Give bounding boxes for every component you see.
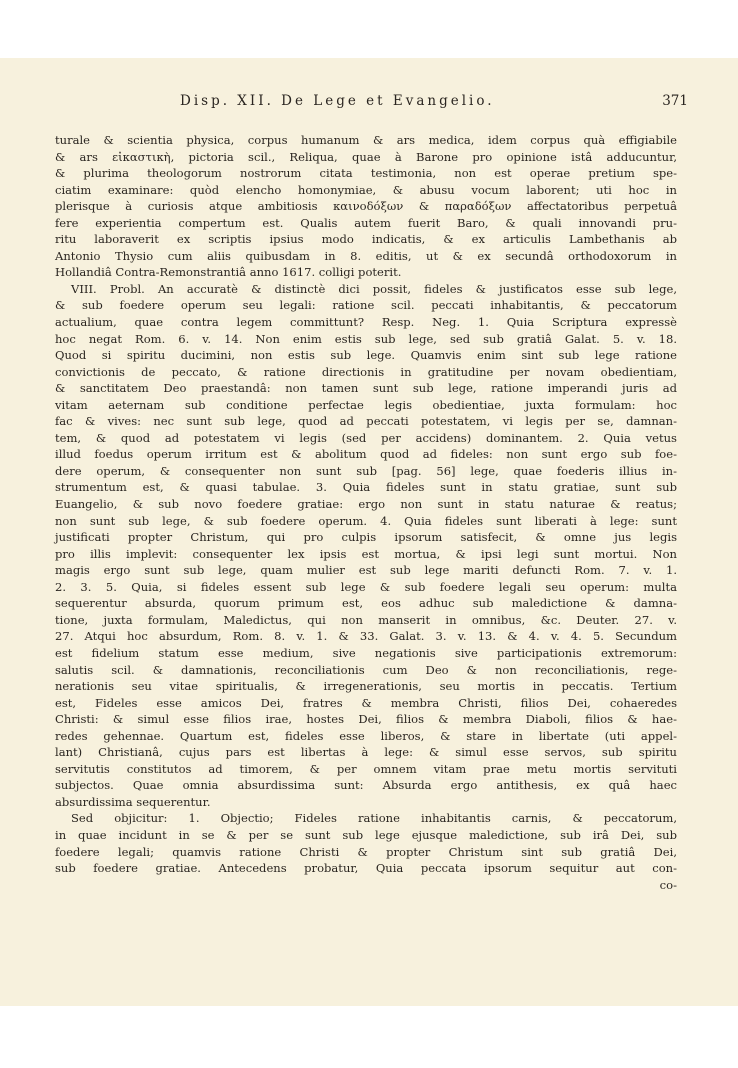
text-line: 27. Atqui hoc absurdum, Rom. 8. v. 1. & 33. Galat. 3. v. 13. & 4. v. 4. 5. Secundum [55, 629, 677, 644]
text-line: convictionis de peccato, & ratione directionis in gratitudine per novam obedientiam, [55, 364, 677, 379]
text-line: absurdissima sequerentur. [55, 794, 211, 809]
text-line: nerationis seu vitae spiritualis, & irregenerationis, seu mortis in peccatis. Tertium [55, 679, 677, 694]
running-title: Disp. XII. De Lege et Evangelio. [180, 93, 495, 109]
text-line: actualium, quae contra legem committunt? Resp. Neg. 1. Quia Scriptura expressè [55, 315, 677, 330]
text-line: redes gehennae. Quartum est, fideles esse liberos, & stare in libertate (uti appel- [55, 728, 677, 743]
text-line: servitutis constitutos ad timorem, & per omnem vitam prae metu mortis servituti [55, 761, 677, 776]
text-line: Euangelio, & sub novo foedere gratiae: ergo non sunt in statu naturae & reatus; [55, 497, 677, 512]
text-line: & sanctitatem Deo praestandâ: non tamen sunt sub lege, ratione imperandi juris ad [55, 381, 677, 396]
text-line: non sunt sub lege, & sub foedere operum. 4. Quia fideles sunt liberati à lege: sunt [55, 513, 677, 528]
text-line: vitam aeternam sub conditione perfectae legis obedientiae, juxta formulam: hoc [55, 397, 677, 412]
text-line: Antonio Thysio cum aliis quibusdam in 8. editis, ut & ex secundâ orthodoxorum in [55, 248, 677, 263]
text-line: tem, & quod ad potestatem vi legis (sed per accidens) dominantem. 2. Quia vetus [55, 430, 677, 445]
text-line: ciatim examinare: quòd elencho homonymiae, & abusu vocum laborent; uti hoc in [55, 182, 677, 197]
text-line: strumentum est, & quasi tabulae. 3. Quia fideles sunt in statu gratiae, sunt sub [55, 480, 677, 495]
text-line: & plurima theologorum nostrorum citata testimonia, non est operae pretium spe- [55, 166, 677, 181]
text-line: fac & vives: nec sunt sub lege, quod ad peccati potestatem, vi legis per se, damnan- [55, 414, 677, 429]
text-line: est fidelium statum esse medium, sive negationis sive participationis extremorum: [55, 645, 677, 660]
text-line: subjectos. Quae omnia absurdissima sunt: Absurda ergo antithesis, ex quâ haec [55, 778, 677, 793]
text-line: Christi: & simul esse filios irae, hostes Dei, filios & membra Diaboli, filios & hae- [55, 712, 677, 727]
text-line: & sub foedere operum seu legali: ratione scil. peccati inhabitantis, & peccatorum [55, 298, 677, 313]
page-number: 371 [662, 93, 688, 109]
text-line: tione, juxta formulam, Maledictus, qui non manserit in omnibus, &c. Deuter. 27. v. [55, 612, 677, 627]
text-line: & ars εἰκαστικὴ, pictoria scil., Reliqua, quae à Barone pro opinione istâ adducuntur, [55, 149, 677, 164]
text-line: lant) Christianâ, cujus pars est libertas à lege: & simul esse servos, sub spiritu [55, 745, 677, 760]
body-text [55, 132, 677, 893]
text-line: illud foedus operum irritum est & abolitum quod ad fideles: non sunt ergo sub foe- [55, 447, 677, 462]
text-line: justificati propter Christum, qui pro culpis ipsorum satisfecit, & omne jus legis [55, 530, 677, 545]
text-line: plerisque à curiosis atque ambitiosis καινοδόξων & παραδόξων affectatoribus perpetuâ [55, 199, 677, 214]
text-line: foedere legali; quamvis ratione Christi & propter Christum sint sub gratiâ Dei, [55, 844, 677, 859]
text-line: sequerentur absurda, quorum primum est, eos adhuc sub maledictione & damna- [55, 596, 677, 611]
text-line: sub foedere gratiae. Antecedens probatur, Quia peccata ipsorum sequitur aut con- [55, 861, 677, 876]
text-line: dere operum, & consequenter non sunt sub [pag. 56] lege, quae foederis illius in- [55, 463, 677, 478]
book-page [0, 58, 738, 1006]
text-line: Quod si spiritu ducimini, non estis sub lege. Quamvis enim sint sub lege ratione [55, 348, 677, 363]
text-line: co- [659, 877, 677, 892]
text-line: turale & scientia physica, corpus humanum & ars medica, idem corpus quà effigiabile [55, 133, 677, 147]
text-line: salutis scil. & damnationis, reconciliationis cum Deo & non reconciliationis, rege- [55, 662, 677, 677]
text-line: est, Fideles esse amicos Dei, fratres & membra Christi, filios Dei, cohaeredes [55, 695, 677, 710]
page-header [0, 93, 738, 113]
text-line: VIII. Probl. An accuratè & distinctè dici possit, fideles & justificatos esse sub lege, [71, 281, 677, 296]
text-line: pro illis implevit: consequenter lex ipsis est mortua, & ipsi legi sunt mortui. Non [55, 546, 677, 561]
text-line: magis ergo sunt sub lege, quam mulier est sub lege mariti defuncti Rom. 7. v. 1. [55, 563, 677, 578]
text-line: Hollandiâ Contra-Remonstrantiâ anno 1617. colligi poterit. [55, 265, 402, 280]
text-line: fere experientia compertum est. Qualis autem fuerit Baro, & quali innovandi pru- [55, 215, 677, 230]
text-line: in quae incidunt in se & per se sunt sub lege ejusque maledictione, sub irâ Dei, sub [55, 827, 677, 842]
text-line: hoc negat Rom. 6. v. 14. Non enim estis sub lege, sed sub gratiâ Galat. 5. v. 18. [55, 331, 677, 346]
text-line: ritu laboraverit ex scriptis ipsius modo indicatis, & ex articulis Lambethanis ab [55, 232, 677, 247]
text-line: 2. 3. 5. Quia, si fideles essent sub lege & sub foedere legali seu operum: multa [55, 579, 677, 594]
text-line: Sed objicitur: 1. Objectio; Fideles ratione inhabitantis carnis, & peccatorum, [71, 811, 677, 826]
